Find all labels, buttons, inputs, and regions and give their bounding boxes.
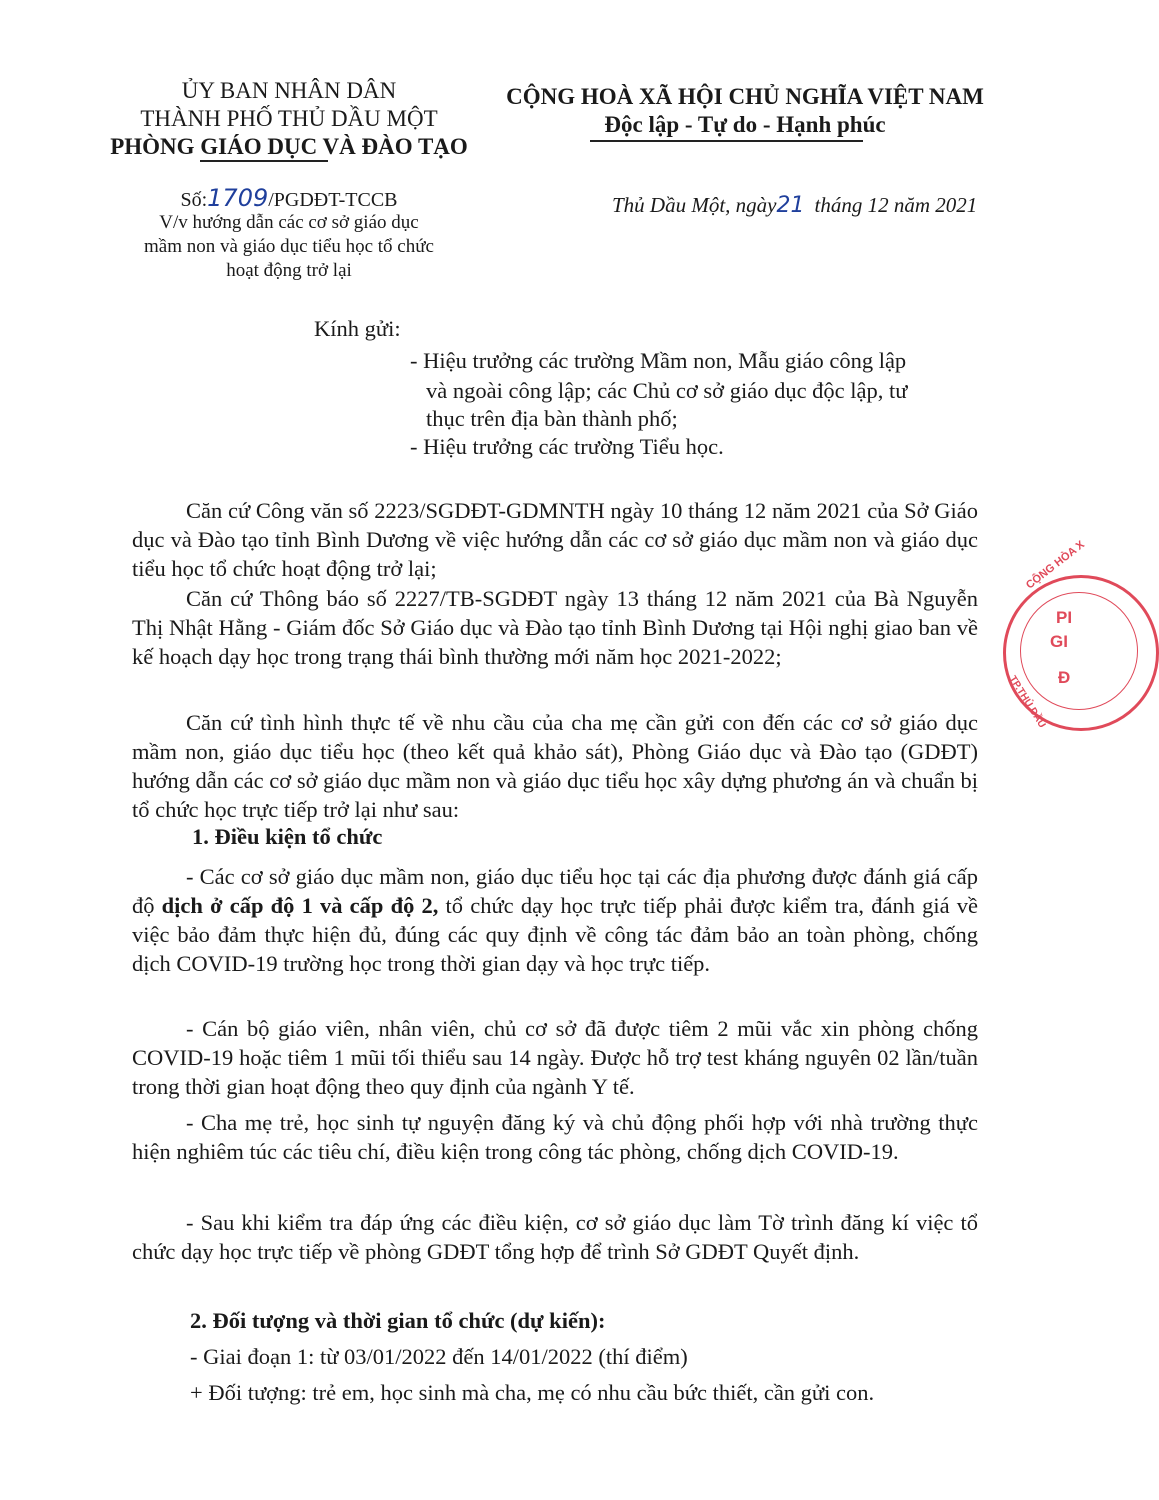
stamp-center-3: Đ xyxy=(1058,668,1071,687)
paragraph-4-part-c: tổ chức dạy học trực tiếp phải được kiểm tra, đánh giá về việc bảo đảm thực hiện đủ, đúng các quy định về công tác đảm bảo an toàn phòng, chống dịch COVID-19 trường học trong thời gian dạy và học trực tiếp. xyxy=(132,893,978,976)
paragraph-3: Căn cứ tình hình thực tế về nhu cầu của cha mẹ cần gửi con đến các cơ sở giáo dục mầm non, giáo dục tiểu học (theo kết quả khảo sát), Phòng Giáo dục và Đào tạo (GDĐT) hướng dẫn các cơ sở giáo dục mầm non và giáo dục tiểu học xây dựng phương án và chuẩn bị tổ chức học trực tiếp trở lại như sau: xyxy=(132,710,978,822)
section-heading-1: 1. Điều kiện tổ chức xyxy=(192,824,383,849)
date-prefix: Thủ Dầu Một, ngày xyxy=(612,193,777,217)
stamp-ring-text-bottom: TP.THỦ DẦU xyxy=(1006,674,1048,731)
recipient-1-line-2: và ngoài công lập; các Chủ cơ sở giáo dục độc lập, tư xyxy=(426,378,908,403)
paragraph-7: - Sau khi kiểm tra đáp ứng các điều kiện, cơ sở giáo dục làm Tờ trình đăng kí việc tổ chức dạy học trực tiếp về phòng GDĐT tổng hợp để trình Sở GDĐT Quyết định. xyxy=(132,1210,978,1264)
national-title: CỘNG HOÀ XÃ HỘI CHỦ NGHĨA VIỆT NAM xyxy=(506,84,984,109)
date-suffix: tháng 12 năm 2021 xyxy=(814,193,978,217)
date-day: 21 xyxy=(776,193,805,218)
org-line-3: PHÒNG GIÁO DỤC VÀ ĐÀO TẠO xyxy=(110,134,468,159)
stamp-inner-ring xyxy=(1020,592,1138,710)
stamp-center-1: PI xyxy=(1056,608,1073,627)
official-stamp xyxy=(1003,538,1159,731)
org-line-2: THÀNH PHỐ THỦ DẦU MỘT xyxy=(140,106,438,131)
recipients-label: Kính gửi: xyxy=(314,316,401,341)
paragraph-4 xyxy=(132,862,978,978)
paragraph-4-emphasis: dịch ở cấp độ 1 và cấp độ 2, xyxy=(161,893,439,918)
subject-line-1: V/v hướng dẫn các cơ sở giáo dục xyxy=(159,212,419,233)
paragraph-6: - Cha mẹ trẻ, học sinh tự nguyện đăng ký và chủ động phối hợp với nhà trường thực hiện nghiêm túc các tiêu chí, điều kiện trong công tác phòng, chống dịch COVID-19. xyxy=(132,1110,978,1164)
paragraph-9: + Đối tượng: trẻ em, học sinh mà cha, mẹ có nhu cầu bức thiết, cần gửi con. xyxy=(190,1380,875,1405)
paragraph-1: Căn cứ Công văn số 2223/SGDĐT-GDMNTH ngày 10 tháng 12 năm 2021 của Sở Giáo dục và Đào tạo tỉnh Bình Dương về việc hướng dẫn các cơ sở giáo dục mầm non và giáo dục tiểu học tổ chức hoạt động trở lại; xyxy=(132,498,978,581)
paragraph-4-part-a: - Các cơ sở giáo dục mầm non, giáo dục tiểu học tại các địa phương được đánh giá cấp độ xyxy=(132,864,978,918)
org-underline xyxy=(200,160,328,162)
paragraph-8: - Giai đoạn 1: từ 03/01/2022 đến 14/01/2022 (thí điểm) xyxy=(190,1344,688,1369)
stamp-center-2: GI xyxy=(1050,632,1068,651)
so-prefix: Số: xyxy=(180,189,208,211)
document-number xyxy=(118,186,460,212)
recipient-1-line-1: - Hiệu trưởng các trường Mầm non, Mẫu giáo công lập xyxy=(410,348,907,373)
recipient-2: - Hiệu trưởng các trường Tiểu học. xyxy=(410,434,724,459)
org-line-1: ỦY BAN NHÂN DÂN xyxy=(181,78,397,103)
subject-line-3: hoạt động trở lại xyxy=(226,260,352,281)
stamp-ring-text: CỘNG HÒA X xyxy=(1024,538,1087,592)
issue-date xyxy=(612,192,977,219)
so-number: 1709 xyxy=(207,184,269,212)
motto-underline xyxy=(590,140,863,142)
national-motto: Độc lập - Tự do - Hạnh phúc xyxy=(604,112,886,137)
recipient-1-line-3: thục trên địa bàn thành phố; xyxy=(426,406,678,431)
paragraph-5: - Cán bộ giáo viên, nhân viên, chủ cơ sở đã được tiêm 2 mũi vắc xin phòng chống COVID-19 hoặc tiêm 1 mũi tối thiểu sau 14 ngày. Được hỗ trợ test kháng nguyên 02 lần/tuần trong thời gian hoạt động theo quy định của ngành Y tế. xyxy=(132,1016,978,1099)
section-heading-2: 2. Đối tượng và thời gian tổ chức (dự kiến): xyxy=(190,1308,606,1333)
subject-line-2: mầm non và giáo dục tiểu học tổ chức xyxy=(144,236,434,257)
so-suffix: /PGDĐT-TCCB xyxy=(268,189,398,211)
paragraph-2: Căn cứ Thông báo số 2227/TB-SGDĐT ngày 13 tháng 12 năm 2021 của Bà Nguyễn Thị Nhật Hằng - Giám đốc Sở Giáo dục và Đào tạo tỉnh Bình Dương tại Hội nghị giao ban về kế hoạch dạy học trong trạng thái bình thường mới năm học 2021-2022; xyxy=(132,586,978,669)
